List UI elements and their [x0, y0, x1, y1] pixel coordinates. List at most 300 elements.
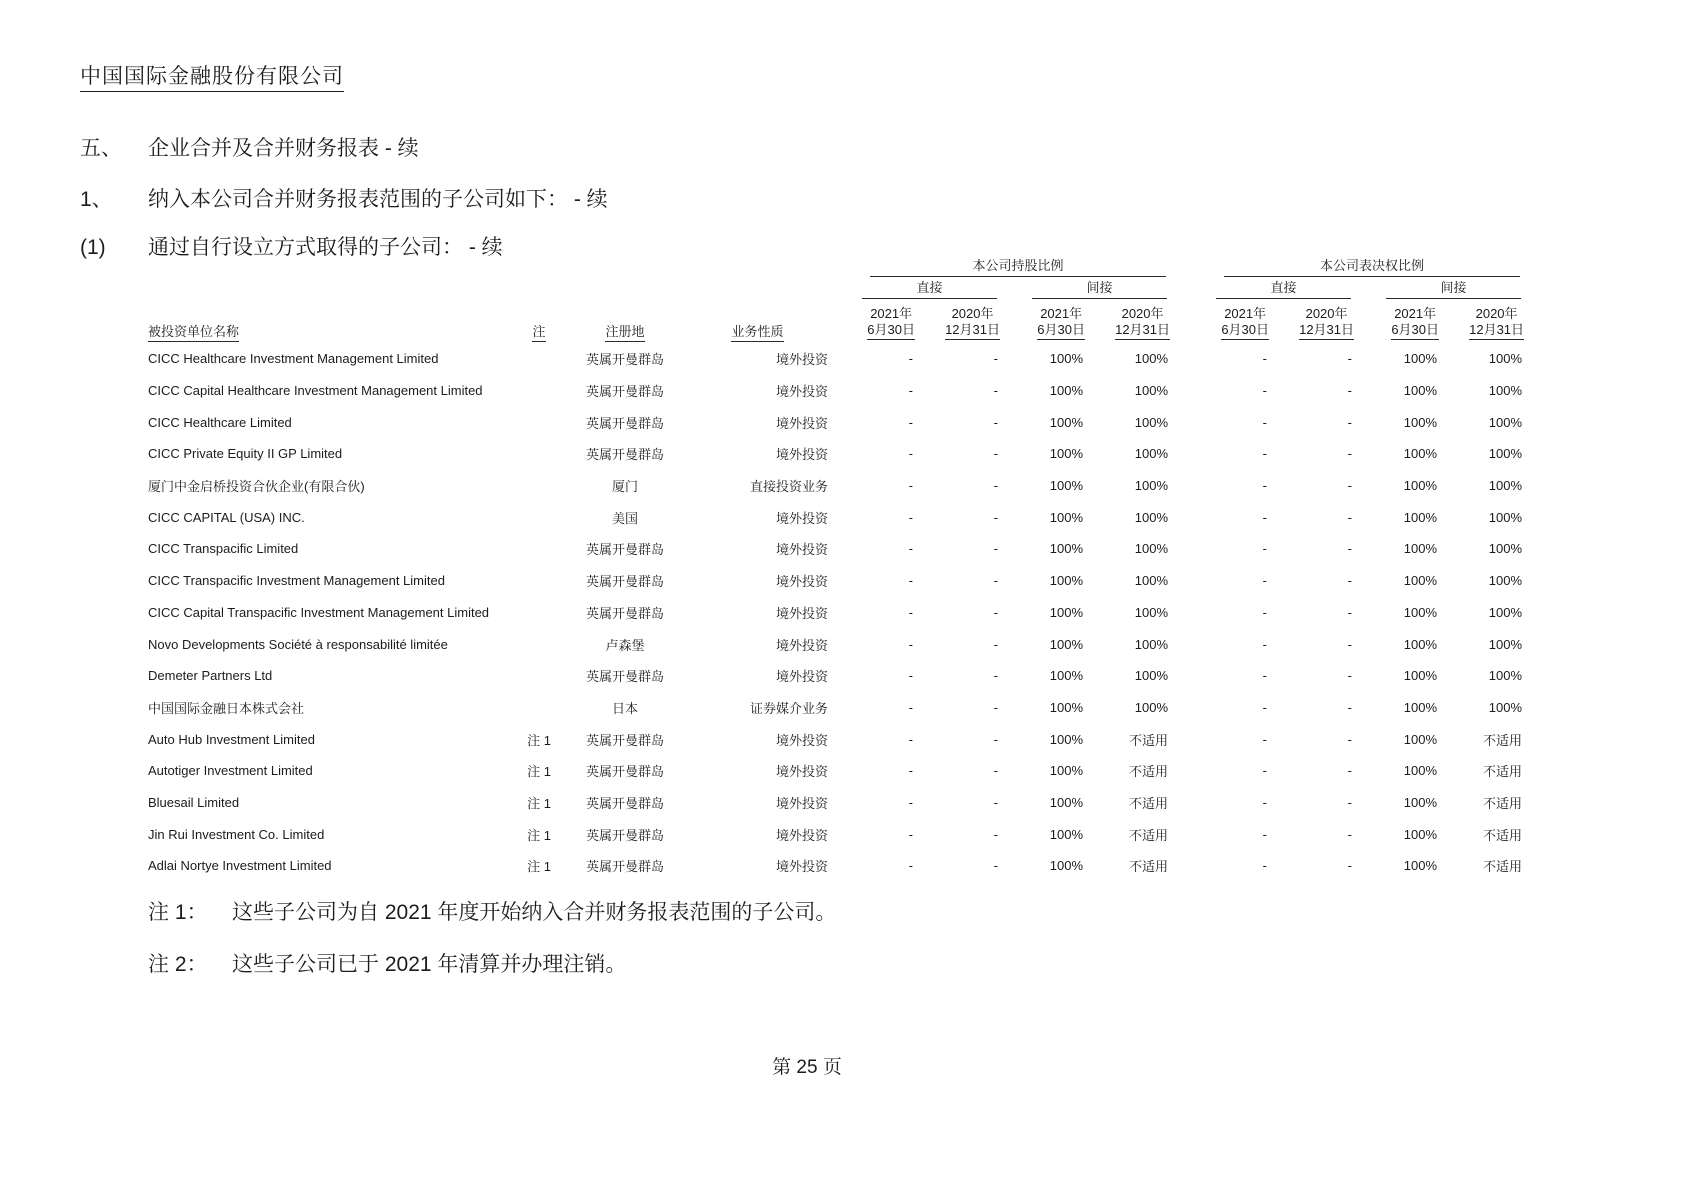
- sub-header-row: [148, 277, 1524, 299]
- cell-ratio-value: 100%: [1049, 604, 1083, 620]
- sub-header-indirect-2: [1354, 277, 1524, 299]
- cell-investee-name: Jin Rui Investment Co. Limited: [148, 826, 325, 842]
- column-gap: [1170, 343, 1184, 375]
- cell-ratio-value: -: [993, 478, 998, 494]
- cell-ratio-value: -: [908, 763, 913, 779]
- cell-business-nature: 证券媒介业务: [749, 700, 828, 716]
- date-day: 12月31日: [1115, 322, 1170, 340]
- cell-ratio-value: 100%: [1488, 604, 1523, 620]
- cell-ratio-value: 100%: [1049, 731, 1083, 747]
- cell-ratio-value: 100%: [1488, 509, 1523, 525]
- cell-registered-place: 英属开曼群岛: [585, 795, 664, 811]
- cell-ratio-value: -: [1262, 794, 1268, 810]
- cell-investee-name: CICC Private Equity II GP Limited: [148, 446, 343, 462]
- date-day: 6月30日: [1391, 322, 1439, 340]
- cell-ratio-value: 不适用: [1129, 859, 1169, 875]
- column-header-date-3: [1000, 299, 1085, 343]
- cell-ratio-value: 100%: [1134, 699, 1169, 715]
- cell-ratio-value: -: [908, 731, 913, 747]
- cell-ratio-value: -: [993, 794, 998, 810]
- cell-business-nature: 境外投资: [775, 637, 828, 653]
- empty-header-cell: [148, 277, 830, 299]
- cell-ratio-value: 100%: [1134, 478, 1169, 494]
- cell-ratio-value: -: [908, 858, 913, 874]
- cell-note: [513, 470, 565, 502]
- cell-note: 注 1: [527, 859, 551, 875]
- cell-ratio-value: 100%: [1049, 383, 1083, 399]
- cell-note: 注 1: [527, 764, 551, 780]
- cell-registered-place: 英属开曼群岛: [585, 859, 664, 875]
- cell-ratio-value: 100%: [1049, 763, 1083, 779]
- cell-ratio-value: 100%: [1488, 573, 1523, 589]
- table-row: [148, 660, 1524, 692]
- cell-ratio-value: 100%: [1049, 858, 1083, 874]
- cell-ratio-value: 100%: [1049, 699, 1083, 715]
- section-heading-1: [80, 183, 608, 213]
- cell-ratio-value: -: [1262, 541, 1268, 557]
- column-gap: [1170, 850, 1184, 882]
- column-header-business-nature: [685, 299, 830, 343]
- sub-header-label: 直接: [862, 277, 997, 299]
- section-text: 通过自行设立方式取得的子公司： - 续: [148, 236, 503, 259]
- cell-ratio-value: -: [908, 826, 913, 842]
- subsidiaries-table-wrap: [148, 253, 1524, 882]
- cell-ratio-value: 100%: [1488, 414, 1523, 430]
- table-row: [148, 723, 1524, 755]
- cell-ratio-value: 100%: [1403, 509, 1438, 525]
- document-title-text: 中国国际金融股份有限公司: [80, 65, 344, 92]
- cell-ratio-value: 100%: [1403, 668, 1438, 684]
- group-header-voting: [1184, 253, 1524, 277]
- cell-investee-name: CICC Capital Healthcare Investment Management Limited: [148, 383, 483, 399]
- cell-ratio-value: 100%: [1403, 446, 1438, 462]
- column-header-date-1: [830, 299, 915, 343]
- cell-ratio-value: 100%: [1049, 509, 1083, 525]
- cell-ratio-value: -: [1262, 826, 1268, 842]
- date-year: 2020年: [951, 306, 994, 321]
- cell-ratio-value: -: [1262, 351, 1268, 367]
- cell-ratio-value: 100%: [1134, 604, 1169, 620]
- cell-registered-place: 英属开曼群岛: [585, 827, 664, 843]
- group-header-label: 本公司表决权比例: [1224, 255, 1520, 277]
- section-number: 五、: [80, 137, 122, 160]
- section-text: 企业合并及合并财务报表 - 续: [148, 137, 419, 160]
- cell-registered-place: 英属开曼群岛: [585, 542, 664, 558]
- cell-investee-name: Bluesail Limited: [148, 794, 240, 810]
- cell-ratio-value: -: [1262, 668, 1268, 684]
- cell-ratio-value: 100%: [1403, 636, 1438, 652]
- group-header-shareholding: [830, 253, 1170, 277]
- subsidiaries-tbody: [148, 343, 1524, 882]
- cell-business-nature: 境外投资: [775, 542, 828, 558]
- cell-ratio-value: 不适用: [1483, 827, 1523, 843]
- table-row: [148, 755, 1524, 787]
- cell-registered-place: 英属开曼群岛: [585, 415, 664, 431]
- cell-note: [513, 565, 565, 597]
- column-gap: [1170, 533, 1184, 565]
- cell-ratio-value: -: [908, 478, 913, 494]
- cell-registered-place: 英属开曼群岛: [585, 574, 664, 590]
- cell-ratio-value: -: [1347, 636, 1353, 652]
- cell-ratio-value: 100%: [1134, 668, 1169, 684]
- column-gap: [1170, 501, 1184, 533]
- cell-business-nature: 境外投资: [775, 510, 828, 526]
- group-header-label: 本公司持股比例: [870, 255, 1166, 277]
- cell-ratio-value: -: [908, 414, 913, 430]
- cell-ratio-value: 100%: [1134, 446, 1169, 462]
- sub-header-label: 直接: [1216, 277, 1351, 299]
- cell-ratio-value: -: [1347, 763, 1353, 779]
- cell-ratio-value: -: [1347, 573, 1353, 589]
- column-gap: [1170, 818, 1184, 850]
- cell-ratio-value: 不适用: [1129, 827, 1169, 843]
- date-year: 2021年: [1224, 306, 1267, 321]
- table-row: [148, 597, 1524, 629]
- cell-note: [513, 501, 565, 533]
- column-header-registered-place: [565, 299, 685, 343]
- cell-ratio-value: 100%: [1488, 351, 1523, 367]
- cell-ratio-value: -: [1262, 858, 1268, 874]
- cell-ratio-value: 100%: [1403, 699, 1438, 715]
- sub-header-direct-1: [830, 277, 1000, 299]
- cell-ratio-value: 100%: [1403, 858, 1438, 874]
- cell-ratio-value: -: [993, 699, 998, 715]
- cell-ratio-value: 100%: [1049, 573, 1083, 589]
- cell-business-nature: 境外投资: [775, 827, 828, 843]
- cell-investee-name: CICC CAPITAL (USA) INC.: [148, 509, 305, 525]
- cell-ratio-value: -: [908, 794, 913, 810]
- cell-ratio-value: 100%: [1049, 414, 1083, 430]
- cell-ratio-value: -: [993, 414, 998, 430]
- group-header-row: [148, 253, 1524, 277]
- cell-ratio-value: 100%: [1488, 478, 1523, 494]
- cell-ratio-value: 不适用: [1483, 859, 1523, 875]
- cell-registered-place: 美国: [611, 510, 638, 526]
- table-row: [148, 438, 1524, 470]
- cell-note: 注 1: [527, 795, 551, 811]
- sub-header-label: 间接: [1032, 277, 1167, 299]
- cell-business-nature: 境外投资: [775, 447, 828, 463]
- cell-investee-name: CICC Capital Transpacific Investment Management Limited: [148, 604, 490, 620]
- cell-note: [513, 375, 565, 407]
- cell-ratio-value: -: [993, 446, 998, 462]
- cell-ratio-value: 100%: [1134, 541, 1169, 557]
- cell-registered-place: 英属开曼群岛: [585, 605, 664, 621]
- column-gap: [1170, 438, 1184, 470]
- cell-investee-name: CICC Transpacific Limited: [148, 541, 299, 557]
- cell-investee-name: Auto Hub Investment Limited: [148, 731, 315, 747]
- cell-investee-name: 厦门中金启桥投资合伙企业(有限合伙): [148, 479, 365, 495]
- cell-ratio-value: -: [1347, 668, 1353, 684]
- cell-ratio-value: 100%: [1488, 668, 1523, 684]
- cell-investee-name: CICC Healthcare Limited: [148, 414, 292, 430]
- date-day: 6月30日: [1037, 322, 1085, 340]
- cell-ratio-value: 100%: [1134, 383, 1169, 399]
- column-header-label: 注: [532, 324, 545, 342]
- cell-ratio-value: -: [993, 604, 998, 620]
- column-header-label: 业务性质: [731, 324, 783, 342]
- cell-registered-place: 英属开曼群岛: [585, 732, 664, 748]
- table-row: [148, 406, 1524, 438]
- footnote-text: 这些子公司为自 2021 年度开始纳入合并财务报表范围的子公司。: [232, 901, 837, 924]
- column-header-row: [148, 299, 1524, 343]
- cell-ratio-value: -: [1347, 414, 1353, 430]
- document-title: [80, 60, 344, 90]
- cell-registered-place: 厦门: [611, 479, 638, 495]
- date-day: 6月30日: [1221, 322, 1269, 340]
- column-gap: [1170, 628, 1184, 660]
- footnote-1: [148, 896, 836, 926]
- section-heading-5: [80, 132, 419, 162]
- cell-ratio-value: -: [1262, 446, 1268, 462]
- cell-registered-place: 英属开曼群岛: [585, 764, 664, 780]
- cell-business-nature: 直接投资业务: [749, 479, 828, 495]
- cell-ratio-value: 100%: [1049, 351, 1083, 367]
- cell-ratio-value: -: [1262, 731, 1268, 747]
- column-gap: [1170, 723, 1184, 755]
- cell-ratio-value: 100%: [1134, 414, 1169, 430]
- cell-ratio-value: -: [993, 668, 998, 684]
- cell-ratio-value: 100%: [1488, 383, 1523, 399]
- table-row: [148, 628, 1524, 660]
- cell-ratio-value: -: [1347, 446, 1353, 462]
- date-day: 6月30日: [867, 322, 915, 340]
- date-year: 2021年: [870, 306, 913, 321]
- cell-ratio-value: 不适用: [1129, 764, 1169, 780]
- footnote-label: 注 1：: [148, 901, 208, 924]
- date-year: 2021年: [1394, 306, 1437, 321]
- cell-ratio-value: -: [908, 383, 913, 399]
- cell-ratio-value: -: [1347, 541, 1353, 557]
- cell-note: [513, 406, 565, 438]
- cell-ratio-value: 100%: [1403, 478, 1438, 494]
- cell-registered-place: 英属开曼群岛: [585, 384, 664, 400]
- cell-registered-place: 日本: [611, 700, 638, 716]
- cell-ratio-value: -: [993, 826, 998, 842]
- cell-ratio-value: -: [993, 636, 998, 652]
- date-year: 2020年: [1305, 306, 1348, 321]
- cell-registered-place: 英属开曼群岛: [585, 669, 664, 685]
- table-row: [148, 501, 1524, 533]
- cell-ratio-value: 不适用: [1483, 732, 1523, 748]
- cell-ratio-value: -: [1262, 509, 1268, 525]
- cell-ratio-value: 100%: [1488, 541, 1523, 557]
- cell-investee-name: CICC Healthcare Investment Management Limited: [148, 351, 439, 367]
- footnote-2: [148, 948, 626, 978]
- cell-business-nature: 境外投资: [775, 732, 828, 748]
- table-row: [148, 533, 1524, 565]
- table-row: [148, 470, 1524, 502]
- cell-ratio-value: 100%: [1403, 731, 1438, 747]
- cell-ratio-value: 100%: [1403, 794, 1438, 810]
- cell-ratio-value: -: [1347, 604, 1353, 620]
- cell-business-nature: 境外投资: [775, 574, 828, 590]
- cell-ratio-value: -: [908, 509, 913, 525]
- sub-header-direct-2: [1184, 277, 1354, 299]
- column-gap: [1170, 565, 1184, 597]
- cell-ratio-value: -: [993, 858, 998, 874]
- cell-ratio-value: 100%: [1134, 351, 1169, 367]
- column-gap: [1170, 277, 1184, 299]
- cell-ratio-value: -: [1347, 794, 1353, 810]
- column-gap: [1170, 470, 1184, 502]
- cell-ratio-value: -: [1262, 763, 1268, 779]
- cell-ratio-value: 100%: [1403, 763, 1438, 779]
- cell-ratio-value: 100%: [1488, 636, 1523, 652]
- sub-header-label: 间接: [1386, 277, 1521, 299]
- cell-business-nature: 境外投资: [775, 415, 828, 431]
- footnote-label: 注 2：: [148, 953, 208, 976]
- cell-ratio-value: -: [1347, 858, 1353, 874]
- cell-ratio-value: 100%: [1403, 414, 1438, 430]
- cell-ratio-value: -: [993, 731, 998, 747]
- cell-ratio-value: -: [1262, 604, 1268, 620]
- cell-note: [513, 438, 565, 470]
- table-row: [148, 375, 1524, 407]
- cell-ratio-value: 100%: [1134, 636, 1169, 652]
- cell-ratio-value: 100%: [1049, 446, 1083, 462]
- cell-ratio-value: 不适用: [1129, 732, 1169, 748]
- date-day: 12月31日: [945, 322, 1000, 340]
- cell-ratio-value: -: [1262, 573, 1268, 589]
- date-year: 2021年: [1040, 306, 1083, 321]
- column-gap: [1170, 253, 1184, 277]
- date-year: 2020年: [1121, 306, 1164, 321]
- cell-note: [513, 343, 565, 375]
- cell-ratio-value: 100%: [1403, 604, 1438, 620]
- cell-investee-name: Demeter Partners Ltd: [148, 668, 273, 684]
- column-gap: [1170, 375, 1184, 407]
- cell-note: [513, 692, 565, 724]
- cell-investee-name: Autotiger Investment Limited: [148, 763, 313, 779]
- cell-ratio-value: -: [993, 541, 998, 557]
- cell-ratio-value: 100%: [1049, 668, 1083, 684]
- cell-ratio-value: -: [993, 573, 998, 589]
- cell-ratio-value: -: [1347, 351, 1353, 367]
- cell-ratio-value: -: [993, 383, 998, 399]
- cell-ratio-value: -: [908, 573, 913, 589]
- cell-ratio-value: -: [1347, 478, 1353, 494]
- column-header-date-6: [1269, 299, 1354, 343]
- cell-ratio-value: 100%: [1403, 383, 1438, 399]
- cell-ratio-value: 100%: [1049, 636, 1083, 652]
- cell-note: [513, 628, 565, 660]
- page-number: 第 25 页: [772, 1057, 842, 1078]
- date-day: 12月31日: [1469, 322, 1524, 340]
- cell-ratio-value: 100%: [1049, 794, 1083, 810]
- cell-ratio-value: -: [993, 763, 998, 779]
- cell-business-nature: 境外投资: [775, 352, 828, 368]
- cell-ratio-value: -: [908, 699, 913, 715]
- cell-ratio-value: -: [908, 668, 913, 684]
- cell-ratio-value: -: [908, 351, 913, 367]
- cell-business-nature: 境外投资: [775, 764, 828, 780]
- cell-registered-place: 英属开曼群岛: [585, 352, 664, 368]
- section-text: 纳入本公司合并财务报表范围的子公司如下： - 续: [148, 188, 608, 211]
- column-header-note: [513, 299, 565, 343]
- cell-business-nature: 境外投资: [775, 859, 828, 875]
- cell-note: [513, 660, 565, 692]
- cell-ratio-value: -: [908, 636, 913, 652]
- footnote-text: 这些子公司已于 2021 年清算并办理注销。: [232, 953, 627, 976]
- sub-header-indirect-1: [1000, 277, 1170, 299]
- cell-investee-name: CICC Transpacific Investment Management Limited: [148, 573, 445, 589]
- column-gap: [1170, 692, 1184, 724]
- cell-ratio-value: -: [1347, 826, 1353, 842]
- cell-ratio-value: -: [908, 541, 913, 557]
- column-gap: [1170, 406, 1184, 438]
- cell-business-nature: 境外投资: [775, 669, 828, 685]
- cell-investee-name: Novo Developments Société à responsabilité limitée: [148, 636, 448, 652]
- column-gap: [1170, 660, 1184, 692]
- cell-ratio-value: 100%: [1403, 541, 1438, 557]
- cell-ratio-value: -: [1262, 699, 1268, 715]
- cell-note: 注 1: [527, 827, 551, 843]
- cell-ratio-value: 100%: [1488, 699, 1523, 715]
- cell-ratio-value: -: [993, 509, 998, 525]
- cell-ratio-value: 不适用: [1483, 764, 1523, 780]
- cell-ratio-value: -: [1262, 636, 1268, 652]
- cell-business-nature: 境外投资: [775, 795, 828, 811]
- cell-note: [513, 597, 565, 629]
- table-row: [148, 692, 1524, 724]
- column-header-date-7: [1354, 299, 1439, 343]
- column-header-date-8: [1439, 299, 1524, 343]
- cell-note: [513, 533, 565, 565]
- date-year: 2020年: [1475, 306, 1518, 321]
- table-row: [148, 850, 1524, 882]
- column-gap: [1170, 755, 1184, 787]
- column-header-date-4: [1085, 299, 1170, 343]
- cell-ratio-value: -: [908, 604, 913, 620]
- cell-ratio-value: -: [993, 351, 998, 367]
- column-header-date-2: [915, 299, 1000, 343]
- cell-ratio-value: 100%: [1134, 573, 1169, 589]
- cell-ratio-value: 不适用: [1129, 795, 1169, 811]
- cell-investee-name: 中国国际金融日本株式会社: [148, 700, 305, 716]
- cell-registered-place: 卢森堡: [605, 637, 645, 653]
- cell-ratio-value: -: [1347, 731, 1353, 747]
- table-row: [148, 343, 1524, 375]
- cell-ratio-value: 100%: [1403, 826, 1438, 842]
- cell-business-nature: 境外投资: [775, 384, 828, 400]
- cell-note: 注 1: [527, 732, 551, 748]
- cell-ratio-value: 100%: [1049, 541, 1083, 557]
- cell-ratio-value: 100%: [1134, 509, 1169, 525]
- cell-ratio-value: -: [1347, 383, 1353, 399]
- empty-header-cell: [148, 253, 830, 277]
- cell-investee-name: Adlai Nortye Investment Limited: [148, 858, 332, 874]
- cell-ratio-value: -: [1262, 478, 1268, 494]
- subsidiaries-table: [148, 253, 1524, 882]
- column-gap: [1170, 299, 1184, 343]
- cell-ratio-value: -: [1262, 383, 1268, 399]
- column-header-date-5: [1184, 299, 1269, 343]
- table-row: [148, 565, 1524, 597]
- table-row: [148, 787, 1524, 819]
- section-number: 1、: [80, 188, 113, 211]
- date-day: 12月31日: [1299, 322, 1354, 340]
- column-header-investee-name: [148, 299, 513, 343]
- cell-ratio-value: 100%: [1403, 351, 1438, 367]
- cell-ratio-value: 100%: [1488, 446, 1523, 462]
- column-header-label: 被投资单位名称: [148, 324, 239, 342]
- cell-ratio-value: -: [1262, 414, 1268, 430]
- cell-ratio-value: 100%: [1049, 826, 1083, 842]
- cell-ratio-value: -: [908, 446, 913, 462]
- column-header-label: 注册地: [605, 324, 644, 342]
- cell-registered-place: 英属开曼群岛: [585, 447, 664, 463]
